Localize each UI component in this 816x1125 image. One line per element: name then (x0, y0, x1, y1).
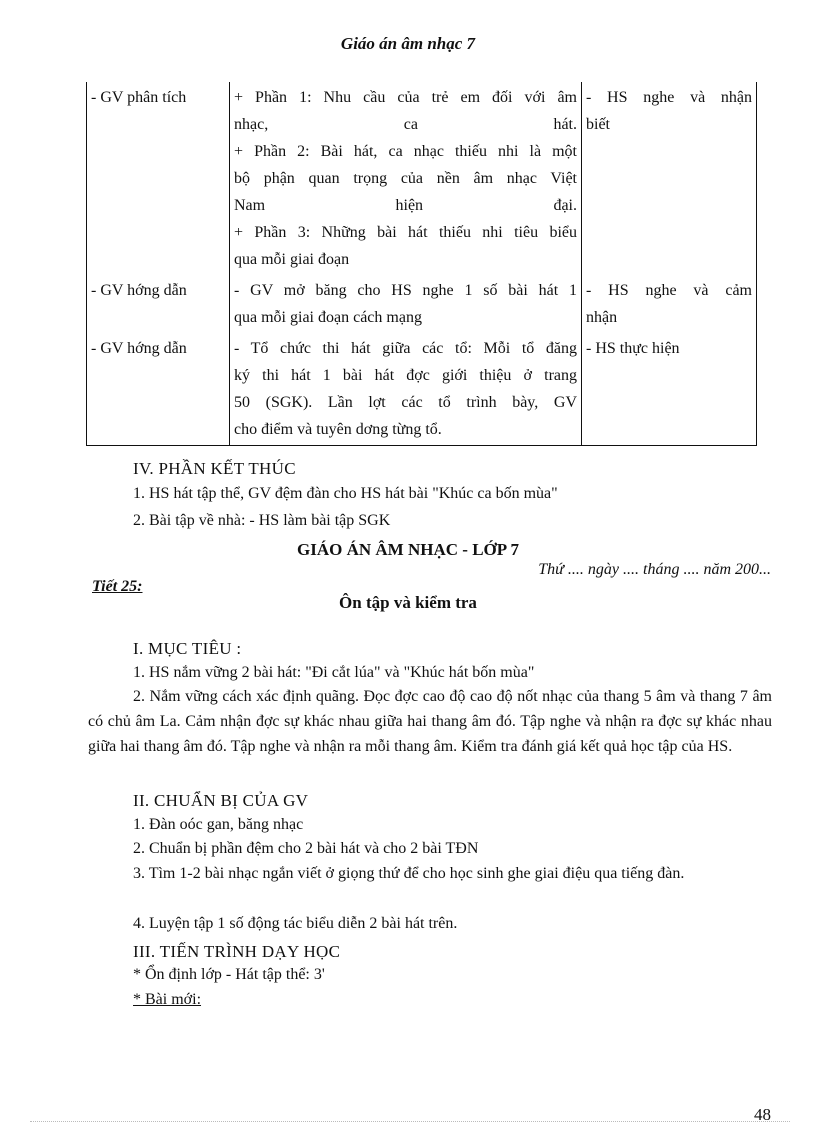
table-cell-col3 (582, 275, 757, 333)
section2-item2: 2. Chuẩn bị phần đệm cho 2 bài hát và cho 2 bài TĐN (133, 840, 479, 857)
cell-line: bộ phận quan trọng của nền âm nhạc Việt (234, 170, 577, 187)
section3-item1: * Ổn định lớp - Hát tập thể: 3' (133, 966, 325, 983)
table-row (87, 275, 757, 333)
table-cell-col1 (87, 333, 230, 446)
page-header: Giáo án âm nhạc 7 (340, 34, 476, 53)
cell-line: - HS thực hiện (586, 340, 680, 357)
cell-line: cho điểm và tuyên dơng từng tổ. (234, 421, 442, 438)
cell-line: Nam hiện đại. (234, 197, 577, 214)
section4-item1: 1. HS hát tập thể, GV đệm đàn cho HS hát bài "Khúc ca bốn mùa" (133, 485, 558, 502)
activity-table (86, 82, 757, 446)
section2-title: II. CHUẨN BỊ CỦA GV (133, 791, 309, 810)
cell-line: - Tổ chức thi hát giữa các tổ: Mỗi tổ đăng (234, 340, 577, 357)
section4-item2: 2. Bài tập về nhà: - HS làm bài tập SGK (133, 512, 391, 529)
table-cell-col3 (582, 333, 757, 446)
cell-line: ký thi hát 1 bài hát đợc giới thiệu ở trang (234, 367, 577, 384)
section2-item1: 1. Đàn oóc gan, băng nhạc (133, 816, 304, 833)
cell-line: qua mỗi giai đoạn cách mạng (234, 309, 422, 326)
section2-item4: 4. Luyện tập 1 số động tác biểu diễn 2 bài hát trên. (133, 915, 458, 932)
cell-line: + Phần 3: Những bài hát thiếu nhi tiêu biểu (234, 224, 577, 241)
cell-line: nhạc, ca hát. (234, 116, 577, 133)
cell-line: biết (586, 116, 610, 133)
section3-item2: * Bài mới: (133, 991, 202, 1008)
table-row (87, 82, 757, 275)
lesson-number: Tiết 25: (92, 578, 143, 595)
table-cell-col2 (230, 333, 582, 446)
cell-line: - GV hớng dẫn (91, 340, 187, 357)
cell-line: + Phần 2: Bài hát, ca nhạc thiếu nhi là một (234, 143, 577, 160)
cell-line: + Phần 1: Nhu cầu của trẻ em đối với âm (234, 89, 577, 106)
table-cell-col1 (87, 82, 230, 275)
cell-line: - GV phân tích (91, 89, 187, 106)
cell-line: nhận (586, 309, 618, 326)
section2-item3: 3. Tìm 1-2 bài nhạc ngắn viết ở giọng thứ để cho học sinh ghe giai điệu qua tiếng đàn. (133, 865, 685, 882)
cell-line: qua mỗi giai đoạn (234, 251, 350, 268)
table-row (87, 333, 757, 446)
cell-line: 50 (SGK). Lần lợt các tổ trình bày, GV (234, 394, 577, 411)
table-cell-col1 (87, 275, 230, 333)
date-line: Thứ .... ngày .... tháng .... năm 200... (538, 561, 771, 578)
cell-line: - HS nghe và cảm (586, 282, 752, 299)
footer-divider (30, 1121, 790, 1122)
lesson-header: GIÁO ÁN ÂM NHẠC - LỚP 7 (297, 540, 519, 559)
lesson-title: Ôn tập và kiểm tra (339, 593, 477, 612)
table-cell-col3 (582, 82, 757, 275)
table-cell-col2 (230, 82, 582, 275)
cell-line: - HS nghe và nhận (586, 89, 752, 106)
cell-line: - GV hớng dẫn (91, 282, 187, 299)
section3-title: III. TIẾN TRÌNH DẠY HỌC (133, 942, 341, 961)
table-cell-col2 (230, 275, 582, 333)
section1-item2: 2. Nắm vững cách xác định quãng. Đọc đợc cao độ cao độ nốt nhạc của thang 5 âm và thang 7 âm có chủ âm La. Cảm nhận đợc sự khác nhau giữa hai thang âm đó. Tập nghe và nhận ra đợc sự khác nhau giữa hai thang âm đó. Tập nghe và nhận ra mỗi thang âm. Kiểm tra đánh giá kết quả học tập của HS. (88, 688, 772, 755)
section1-item1: 1. HS nắm vững 2 bài hát: "Đi cắt lúa" và "Khúc hát bốn mùa" (133, 664, 535, 681)
page-number: 48 (754, 1105, 771, 1124)
section4-title: IV. PHẦN KẾT THÚC (133, 459, 296, 478)
cell-line: - GV mở băng cho HS nghe 1 số bài hát 1 (234, 282, 577, 299)
section1-title: I. MỤC TIÊU : (133, 639, 242, 658)
